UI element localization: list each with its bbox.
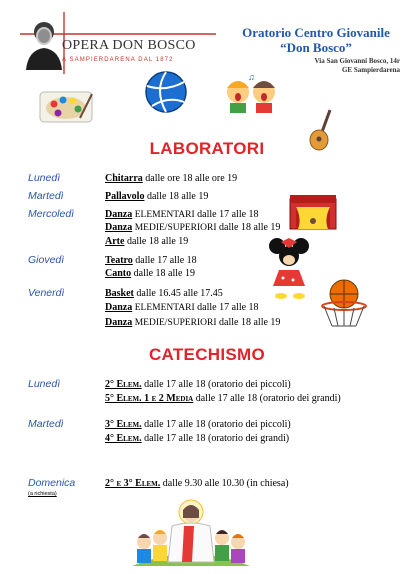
time: dalle 18 alle 19 [126, 236, 189, 247]
cat-day-martedi: Martedì [28, 418, 64, 430]
oratorio-group: (oratorio dei grandi) [259, 393, 341, 404]
oratorio-group: (oratorio dei piccoli) [208, 379, 291, 390]
time: dalle 18 alle 19 [219, 317, 281, 328]
activity: Canto [105, 268, 132, 279]
catechismo-title: CATECHISMO [148, 345, 265, 364]
time: dalle 18 alle 19 [219, 222, 281, 233]
time: dalle 9.30 alle 10.30 [162, 478, 245, 489]
oratorio-group: (oratorio dei grandi) [208, 433, 290, 444]
laboratori-title: LABORATORI [149, 139, 265, 158]
lab-entry [105, 222, 280, 234]
lab-entry [105, 317, 280, 329]
time: dalle 17 alle 18 [135, 255, 197, 266]
time: dalle 18 alle 19 [133, 268, 195, 279]
svg-text:♫: ♫ [248, 72, 255, 82]
cat-entry [105, 433, 289, 444]
lab-entry [105, 209, 259, 221]
time: dalle 17 alle 18 [144, 379, 206, 390]
oratorio-group: (in chiesa) [246, 478, 289, 489]
org-title [228, 25, 404, 55]
time: dalle 17 alle 18 [195, 393, 258, 404]
lab-entry [105, 288, 223, 300]
activity: Arte [105, 236, 125, 247]
cat-day-lunedi: Lunedì [28, 378, 61, 390]
lab-day-mercoledi: Mercoledì [28, 208, 75, 220]
lab-day-lunedi: Lunedì [28, 172, 61, 184]
activity: Chitarra [105, 173, 143, 184]
lab-entry [105, 302, 259, 314]
lab-entry [105, 236, 188, 248]
lab-day-giovedi: Giovedì [28, 254, 65, 266]
theater-stage-icon [288, 193, 338, 233]
level: ELEMENTARI [134, 210, 195, 220]
cat-entry [105, 393, 341, 404]
lab-entry [105, 173, 237, 185]
activity: Danza [105, 317, 133, 328]
lab-entry [105, 255, 197, 267]
address [270, 57, 400, 75]
class-group: 2° e 3° Elem. [105, 478, 161, 489]
activity: Teatro [105, 255, 133, 266]
lab-day-martedi: Martedì [28, 190, 64, 202]
jesus-with-children-icon [122, 496, 260, 572]
address-line2: GE Sampierdarena [341, 66, 400, 74]
activity: Danza [105, 209, 133, 220]
on-request-note: (a richiesta) [28, 491, 57, 497]
cat-entry [105, 478, 289, 489]
cat-entry [105, 379, 291, 390]
level: MEDIE/SUPERIORI [134, 318, 217, 328]
level: MEDIE/SUPERIORI [134, 223, 217, 233]
cat-entry [105, 419, 291, 430]
class-group: 3° Elem. [105, 419, 142, 430]
time: dalle 18 alle 19 [146, 191, 209, 202]
lab-day-venerdi: Venerdì [28, 287, 65, 299]
lab-entry [105, 268, 195, 280]
lab-entry [105, 191, 208, 203]
paint-palette-icon [36, 88, 96, 126]
cat-day-domenica: Domenica [28, 477, 76, 489]
oratorio-group: (oratorio dei piccoli) [208, 419, 291, 430]
minnie-mouse-icon [267, 236, 311, 302]
activity: Pallavolo [105, 191, 145, 202]
class-group: 4° Elem. [105, 433, 142, 444]
time: dalle ore 18 alle ore 19 [145, 173, 238, 184]
class-group: 5° Elem. 1 e 2 Media [105, 393, 194, 404]
org-line2: “Don Bosco” [280, 40, 352, 55]
volleyball-icon [144, 70, 188, 114]
activity: Danza [105, 302, 133, 313]
time: dalle 17 alle 18 [197, 302, 259, 313]
time: dalle 16.45 alle 17.45 [136, 288, 223, 299]
class-group: 2° Elem. [105, 379, 142, 390]
logo-name: OPERA DON BOSCO [62, 38, 196, 53]
org-line1: Oratorio Centro Giovanile [242, 25, 390, 40]
time: dalle 17 alle 18 [197, 209, 259, 220]
time: dalle 17 alle 18 [144, 419, 206, 430]
time: dalle 17 alle 18 [144, 433, 206, 444]
logo-tagline: A SAMPIERDARENA DAL 1872 [62, 57, 174, 63]
basketball-hoop-icon [316, 272, 372, 330]
address-line1: Via San Giovanni Bosco, 14r [314, 57, 400, 65]
activity: Danza [105, 222, 133, 233]
singing-kids-icon [222, 70, 282, 114]
activity: Basket [105, 288, 134, 299]
level: ELEMENTARI [134, 303, 195, 313]
